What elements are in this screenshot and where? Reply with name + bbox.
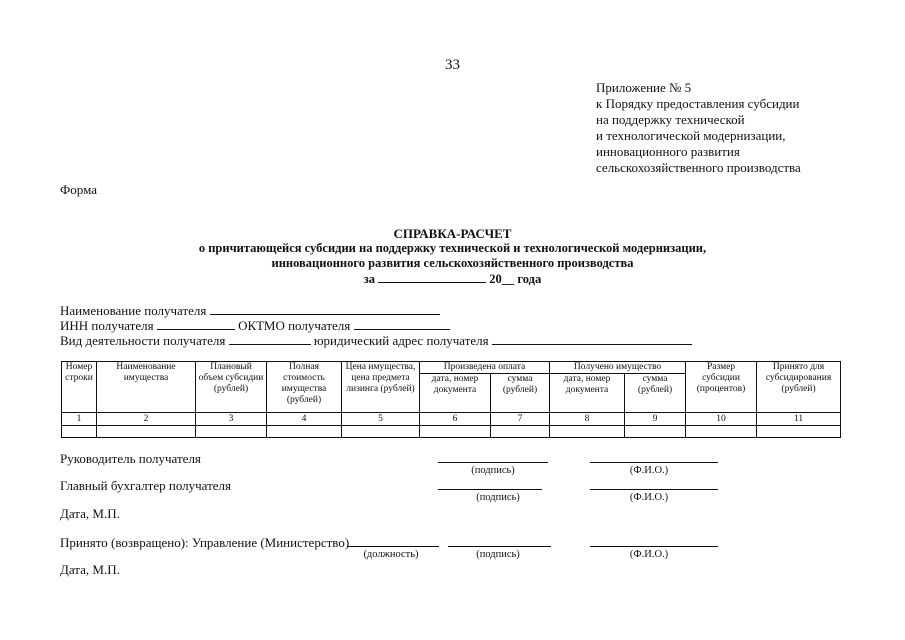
accountant-fio-caption: (Ф.И.О.) — [629, 492, 669, 503]
table-cell[interactable] — [420, 426, 491, 438]
accepted-position-caption: (должность) — [363, 549, 419, 560]
head-fio-caption: (Ф.И.О.) — [629, 465, 669, 476]
inn-oktmo-row — [60, 318, 450, 333]
accountant-signature-line[interactable] — [438, 489, 542, 490]
column-number: 5 — [342, 413, 420, 426]
appendix-line: к Порядку предоставления субсидии — [596, 96, 800, 111]
oktmo-label: ОКТМО получателя — [238, 318, 351, 333]
header-received-document: дата, номер документа — [550, 374, 625, 413]
column-number: 2 — [97, 413, 196, 426]
header-paid-document: дата, номер документа — [420, 374, 491, 413]
header-paid-sum: сумма (рублей) — [491, 374, 550, 413]
appendix-line: на поддержку технической — [596, 112, 745, 127]
accepted-label: Принято (возвращено): Управление (Министерство) — [60, 535, 350, 550]
appendix-block — [596, 80, 801, 176]
column-number: 1 — [62, 413, 97, 426]
oktmo-blank[interactable] — [354, 318, 450, 330]
title-year: 20__ года — [489, 272, 542, 286]
accountant-signature-caption: (подпись) — [476, 492, 520, 503]
period-blank[interactable] — [378, 271, 486, 283]
column-number: 8 — [550, 413, 625, 426]
header-property-name: Наименование имущества — [97, 362, 196, 413]
table-cell[interactable] — [625, 426, 686, 438]
legal-address-blank[interactable] — [492, 333, 692, 345]
date-stamp-label: Дата, М.П. — [60, 562, 120, 577]
document-title — [0, 226, 905, 287]
legal-address-label: юридический адрес получателя — [313, 333, 489, 348]
table-cell[interactable] — [62, 426, 97, 438]
form-label: Форма — [60, 182, 97, 197]
recipient-name-label: Наименование получателя — [60, 303, 207, 318]
accepted-signature-line[interactable] — [448, 546, 551, 547]
appendix-line: и технологической модернизации, — [596, 128, 786, 143]
head-label: Руководитель получателя — [60, 451, 201, 466]
title-period — [0, 271, 905, 287]
table-cell[interactable] — [550, 426, 625, 438]
table-cell[interactable] — [267, 426, 342, 438]
table-cell[interactable] — [757, 426, 841, 438]
page-number: 33 — [445, 57, 460, 73]
recipient-name-row — [60, 303, 440, 318]
title-za: за — [363, 272, 376, 286]
column-number: 11 — [757, 413, 841, 426]
head-signature-line[interactable] — [438, 462, 548, 463]
activity-address-row — [60, 333, 692, 348]
table-cell[interactable] — [196, 426, 267, 438]
title-line: инновационного развития сельскохозяйственного производства — [271, 256, 634, 270]
table-cell[interactable] — [97, 426, 196, 438]
table-cell[interactable] — [342, 426, 420, 438]
recipient-name-blank[interactable] — [210, 303, 440, 315]
table-cell[interactable] — [491, 426, 550, 438]
header-price: Цена имущества, цена предмета лизинга (рублей) — [342, 362, 420, 413]
activity-blank[interactable] — [229, 333, 311, 345]
column-number: 10 — [686, 413, 757, 426]
head-fio-line[interactable] — [590, 462, 718, 463]
appendix-line: инновационного развития — [596, 144, 740, 159]
header-row-number: Номер строки — [62, 362, 97, 413]
column-number: 4 — [267, 413, 342, 426]
inn-label: ИНН получателя — [60, 318, 154, 333]
activity-label: Вид деятельности получателя — [60, 333, 226, 348]
table-row — [62, 426, 841, 438]
calculation-table — [61, 361, 841, 438]
header-payment-made: Произведена оплата — [420, 362, 550, 374]
header-property-received: Получено имущество — [550, 362, 686, 374]
header-full-cost: Полная стоимость имущества (рублей) — [267, 362, 342, 413]
accepted-signature-caption: (подпись) — [476, 549, 520, 560]
column-number: 9 — [625, 413, 686, 426]
header-subsidy-rate: Размер субсидии (процентов) — [686, 362, 757, 413]
accountant-fio-line[interactable] — [590, 489, 718, 490]
accepted-fio-caption: (Ф.И.О.) — [629, 549, 669, 560]
accountant-label: Главный бухгалтер получателя — [60, 478, 232, 493]
header-accepted: Принято для субсидирования (рублей) — [757, 362, 841, 413]
header-received-sum: сумма (рублей) — [625, 374, 686, 413]
header-planned-subsidy: Плановый объем субсидии (рублей) — [196, 362, 267, 413]
appendix-line: Приложение № 5 — [596, 80, 692, 95]
inn-blank[interactable] — [157, 318, 235, 330]
table-header-row — [62, 362, 841, 374]
date-stamp-label: Дата, М.П. — [60, 506, 120, 521]
column-number: 3 — [196, 413, 267, 426]
accepted-fio-line[interactable] — [590, 546, 718, 547]
accepted-position-line[interactable] — [347, 546, 439, 547]
title-main: СПРАВКА-РАСЧЕТ — [393, 226, 512, 241]
head-signature-caption: (подпись) — [471, 465, 515, 476]
title-line: о причитающейся субсидии на поддержку технической и технологической модернизации, — [198, 241, 707, 255]
appendix-line: сельскохозяйственного производства — [596, 160, 801, 175]
column-number: 6 — [420, 413, 491, 426]
column-number-row — [62, 413, 841, 426]
column-number: 7 — [491, 413, 550, 426]
table-cell[interactable] — [686, 426, 757, 438]
